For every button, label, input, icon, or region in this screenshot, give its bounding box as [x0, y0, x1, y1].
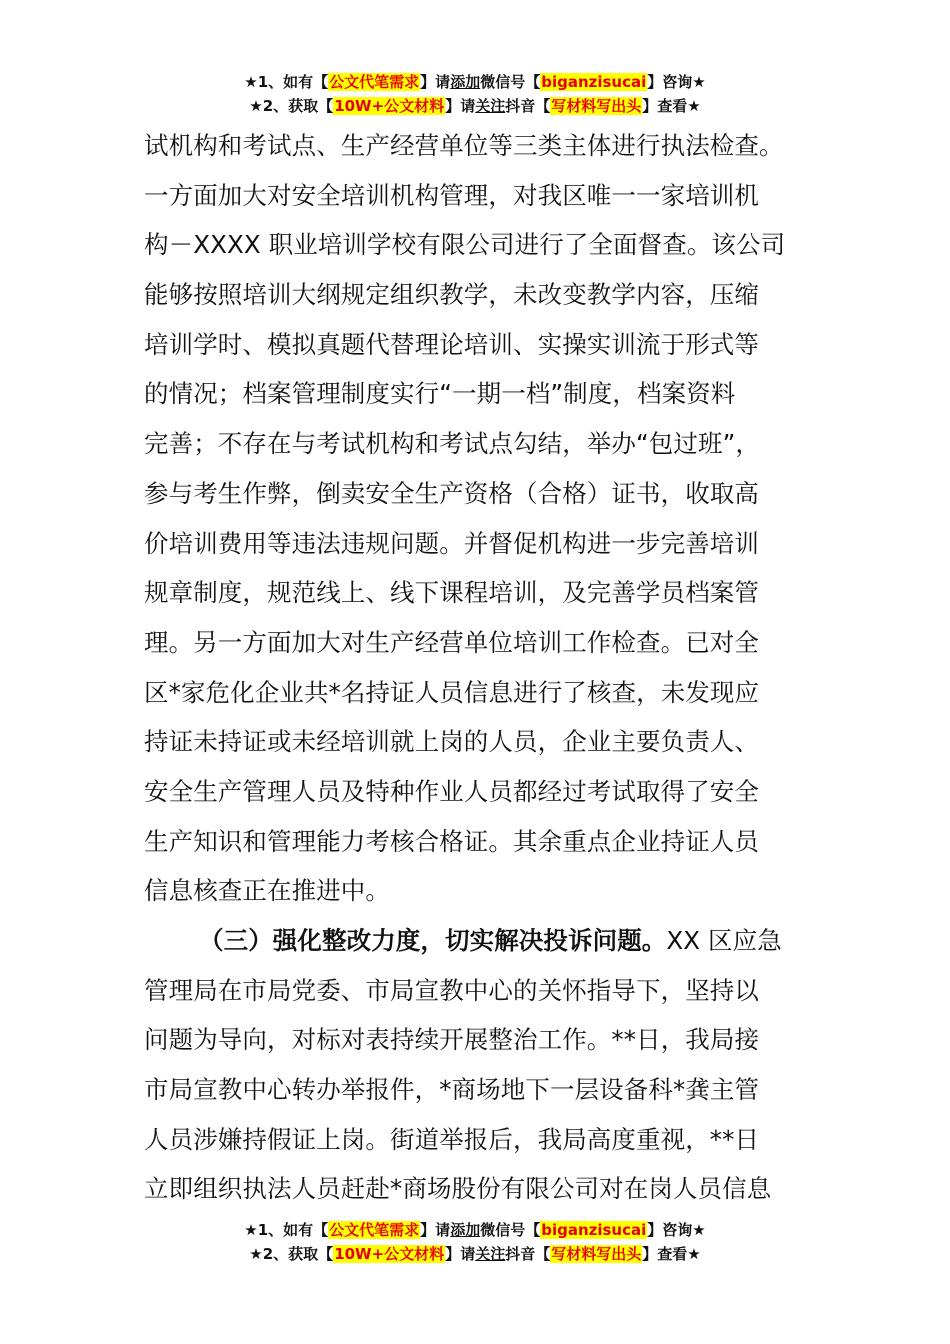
paragraph-line: 的情况；档案管理制度实行“一期一档”制度，档案资料 [144, 379, 736, 409]
paragraph-line: 培训学时、模拟真题代替理论培训、实操实训流于形式等 [144, 329, 759, 359]
highlight-text: 公文代笔需求 [329, 73, 420, 91]
paragraph-line: 理。另一方面加大对生产经营单位培训工作检查。已对全 [144, 627, 759, 657]
highlight-text: biganzisucai [541, 73, 647, 91]
paragraph-line: 规章制度，规范线上、线下课程培训，及完善学员档案管 [144, 578, 759, 608]
paragraph-line: 能够按照培训大纲规定组织教学，未改变教学内容，压缩 [144, 280, 759, 310]
paragraph-line: 问题为导向，对标对表持续开展整治工作。**日，我局接 [144, 1025, 760, 1055]
underlined-text: 关注 [475, 1245, 506, 1263]
footer-banner [0, 1218, 950, 1266]
underlined-text: 关注 [475, 97, 506, 115]
underlined-text: 添加 [450, 73, 481, 91]
section-heading-line [144, 916, 810, 966]
paragraph-line: 立即组织执法人员赶赴*商场股份有限公司对在岗人员信息 [144, 1174, 772, 1204]
banner-line-2: ★2、获取【10W+公文材料】请关注抖音【写材料写出头】查看★ [249, 1245, 701, 1263]
paragraph-line: 持证未持证或未经培训就上岗的人员，企业主要负责人、 [144, 727, 759, 757]
paragraph-line: 安全生产管理人员及特种作业人员都经过考试取得了安全 [144, 776, 759, 806]
highlight-text: 10W+公文材料 [334, 97, 445, 115]
paragraph-line: 价培训费用等违法违规问题。并督促机构进一步完善培训 [144, 528, 759, 558]
paragraph-line: 人员涉嫌持假证上岗。街道举报后，我局高度重视，**日 [144, 1124, 760, 1154]
paragraph-line: 市局宣教中心转办举报件，*商场地下一层设备科*龚主管 [144, 1075, 760, 1105]
underlined-text: 添加 [450, 1221, 481, 1239]
paragraph-line: 信息核查正在推进中。 [144, 876, 390, 906]
highlight-text: biganzisucai [541, 1221, 647, 1239]
paragraph-line: 一方面加大对安全培训机构管理，对我区唯一一家培训机 [144, 180, 759, 210]
paragraph-line: 管理局在市局党委、市局宣教中心的关怀指导下，坚持以 [144, 975, 759, 1005]
paragraph-line: 生产知识和管理能力考核合格证。其余重点企业持证人员 [144, 826, 759, 856]
banner-line-1: ★1、如有【公文代笔需求】请添加微信号【biganzisucai】咨询★ [244, 73, 706, 91]
paragraph-line: 参与考生作弊，倒卖安全生产资格（合格）证书，收取高 [144, 478, 759, 508]
highlight-text: 10W+公文材料 [334, 1245, 445, 1263]
highlight-text: 写材料写出头 [551, 1245, 642, 1263]
section-heading-tail: XX 区应急 [666, 926, 782, 955]
paragraph-line: 完善；不存在与考试机构和考试点勾结，举办“包过班”， [144, 429, 760, 459]
section-heading: （三）强化整改力度，切实解决投诉问题。 [199, 926, 667, 955]
highlight-text: 公文代笔需求 [329, 1221, 420, 1239]
document-body [144, 121, 810, 1214]
paragraph-line: 区*家危化企业共*名持证人员信息进行了核查，未发现应 [144, 677, 760, 707]
banner-line-2: ★2、获取【10W+公文材料】请关注抖音【写材料写出头】查看★ [249, 97, 701, 115]
paragraph-line: 构－XXXX 职业培训学校有限公司进行了全面督查。该公司 [144, 230, 786, 260]
banner-line-1: ★1、如有【公文代笔需求】请添加微信号【biganzisucai】咨询★ [244, 1221, 706, 1239]
header-banner [0, 70, 950, 118]
highlight-text: 写材料写出头 [551, 97, 642, 115]
paragraph-line: 试机构和考试点、生产经营单位等三类主体进行执法检查。 [144, 131, 784, 160]
